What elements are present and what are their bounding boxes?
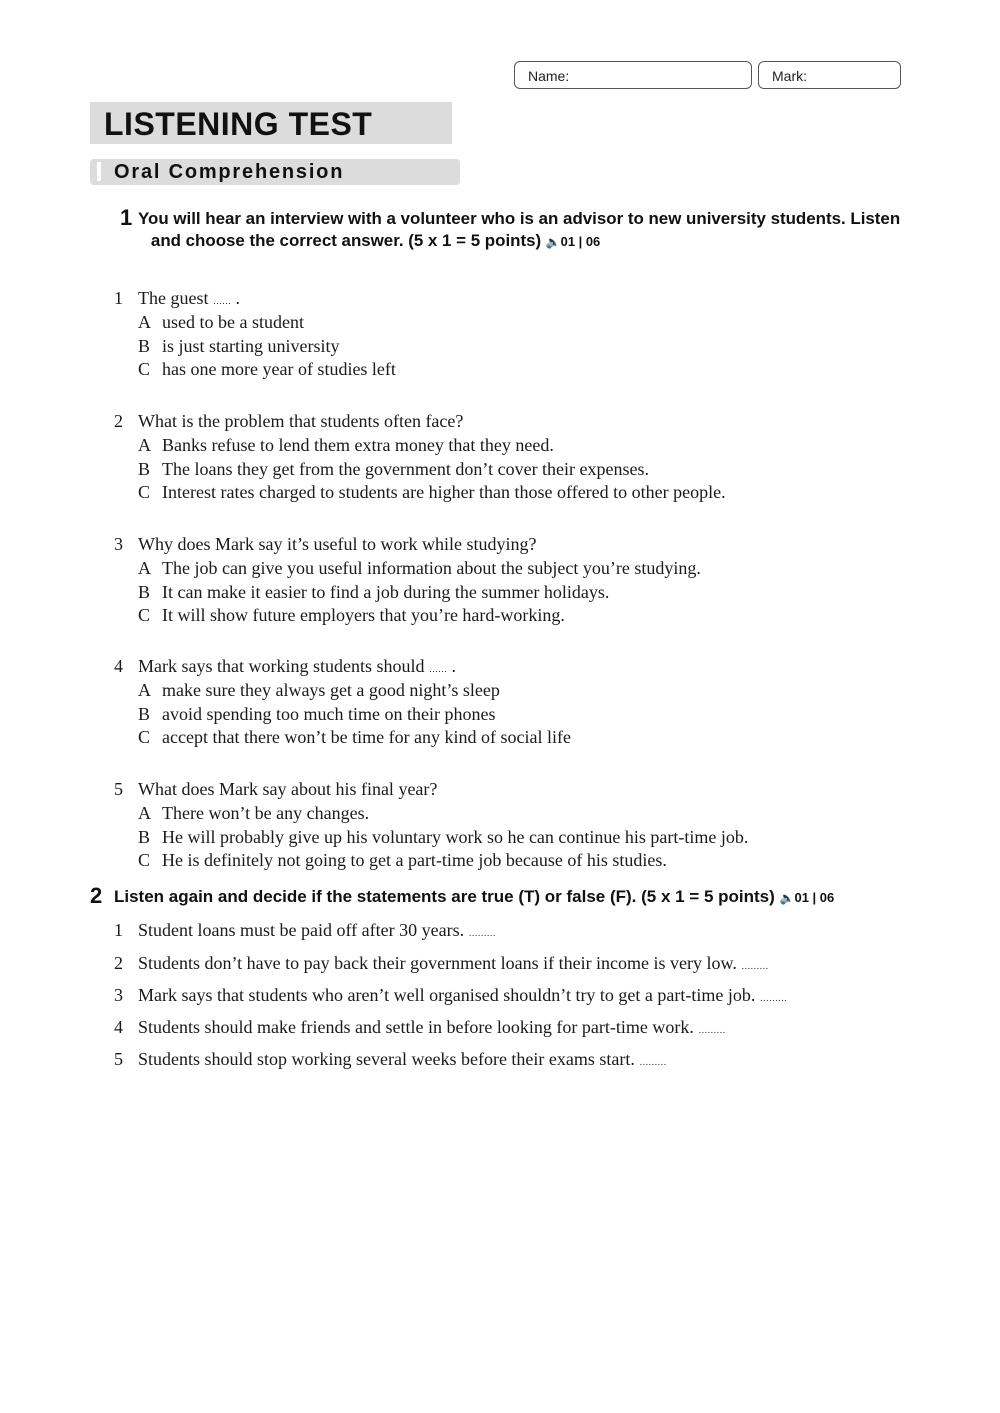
statement-number: 3 [114, 985, 123, 1005]
exercise-1-instruction [138, 208, 900, 253]
question-stem: Why does Mark say it’s useful to work while studying? [138, 534, 537, 554]
question-number: 3 [114, 534, 123, 554]
statement-text-wrap [138, 951, 768, 978]
mark-label: Mark: [772, 68, 807, 84]
option-letter: A [138, 435, 151, 455]
question-number: 1 [114, 288, 123, 308]
page-title: LISTENING TEST [104, 106, 373, 142]
answer-blank[interactable]: ……… [741, 961, 769, 971]
exercise-2-instruction [114, 886, 834, 909]
question-stem-end: . [235, 288, 240, 308]
option-letter: C [138, 850, 151, 870]
option-text: has one more year of studies left [162, 359, 396, 379]
answer-blank[interactable]: ……… [639, 1057, 667, 1067]
option-letter: B [138, 458, 151, 479]
option-text: make sure they always get a good night’s sleep [162, 680, 500, 700]
statement-text: Students should make friends and settle in before looking for part-time work. [138, 1017, 694, 1037]
exercise-1-instruction-line2-text: and choose the correct answer. (5 x 1 = 5 points) [150, 231, 542, 250]
statement-text: Student loans must be paid off after 30 years. [138, 920, 465, 940]
exercise-1-instruction-line2 [138, 230, 900, 253]
exercise-1-audio-ref [546, 234, 600, 249]
question-stem: What is the problem that students often face? [138, 411, 464, 431]
statement-number: 1 [114, 920, 123, 940]
option-text: The job can give you useful information about the subject you’re studying. [162, 558, 701, 578]
exercise-1-audio-track: 01 | 06 [560, 234, 601, 249]
option-text: Interest rates charged to students are higher than those offered to other people. [162, 482, 726, 502]
section-subtitle: Oral Comprehension [114, 161, 345, 183]
option-letter: B [138, 826, 151, 847]
statement-number: 2 [114, 953, 123, 973]
speaker-icon: 🔈 [779, 891, 795, 905]
exercise-2-number: 2 [90, 883, 103, 908]
statement-text-wrap [138, 983, 787, 1010]
option-text: The loans they get from the government don’t cover their expenses. [162, 458, 650, 479]
statement-text-wrap [138, 918, 496, 945]
question-number: 5 [114, 779, 123, 799]
exercise-1-instruction-line1: You will hear an interview with a volunteer who is an advisor to new university students. Listen [138, 209, 901, 228]
question-number: 4 [114, 656, 123, 676]
question-number: 2 [114, 411, 123, 431]
name-label: Name: [528, 68, 570, 84]
name-field[interactable] [514, 61, 752, 89]
option-text: avoid spending too much time on their phones [162, 703, 496, 724]
option-letter: C [138, 359, 151, 379]
exercise-2-audio-ref [780, 890, 835, 905]
question-stem-text: The guest [138, 288, 209, 308]
option-letter: A [138, 680, 151, 700]
exercise-2-audio-track: 01 | 06 [794, 890, 835, 905]
statement-text-wrap [138, 1015, 725, 1042]
question-stem-end: . [451, 656, 456, 676]
statement-text: Students should stop working several weeks before their exams start. [138, 1049, 635, 1069]
statement-number: 4 [114, 1017, 123, 1037]
option-text: accept that there won’t be time for any kind of social life [162, 727, 572, 747]
option-letter: C [138, 482, 151, 502]
question-stem: What does Mark say about his final year? [138, 779, 438, 799]
option-text: It will show future employers that you’re hard-working. [162, 605, 565, 625]
option-text: There won’t be any changes. [162, 803, 370, 823]
answer-blank[interactable]: …… [428, 664, 447, 674]
statement-text: Mark says that students who aren’t well organised shouldn’t try to get a part-time job. [138, 985, 756, 1005]
question-stem-text: Mark says that working students should [138, 656, 425, 676]
option-letter: A [138, 558, 151, 578]
question-stem [138, 654, 456, 681]
mark-field[interactable] [758, 61, 901, 89]
option-text: Banks refuse to lend them extra money that they need. [162, 435, 554, 455]
option-letter: A [138, 312, 151, 332]
answer-blank[interactable]: ……… [698, 1025, 726, 1035]
option-letter: B [138, 703, 151, 724]
option-letter: B [138, 335, 151, 356]
option-letter: B [138, 581, 151, 602]
option-text: He will probably give up his voluntary work so he can continue his part-time job. [162, 826, 749, 847]
answer-blank[interactable]: ……… [759, 993, 787, 1003]
option-text: used to be a student [162, 312, 304, 332]
statement-text: Students don’t have to pay back their government loans if their income is very low. [138, 953, 737, 973]
answer-blank[interactable]: …… [212, 296, 231, 306]
answer-blank[interactable]: ……… [468, 928, 496, 938]
statement-number: 5 [114, 1049, 123, 1069]
exercise-2-instruction-text: Listen again and decide if the statements are true (T) or false (F). (5 x 1 = 5 points) [114, 887, 775, 906]
exercise-1-number: 1 [120, 205, 133, 230]
option-text: is just starting university [162, 335, 340, 356]
option-letter: C [138, 605, 151, 625]
question-stem [138, 286, 240, 313]
subtitle-band-marker [97, 162, 101, 181]
option-text: He is definitely not going to get a part-time job because of his studies. [162, 850, 667, 870]
option-text: It can make it easier to find a job during the summer holidays. [162, 581, 610, 602]
option-letter: C [138, 727, 151, 747]
speaker-icon: 🔈 [545, 235, 561, 249]
statement-text-wrap [138, 1047, 666, 1074]
option-letter: A [138, 803, 151, 823]
